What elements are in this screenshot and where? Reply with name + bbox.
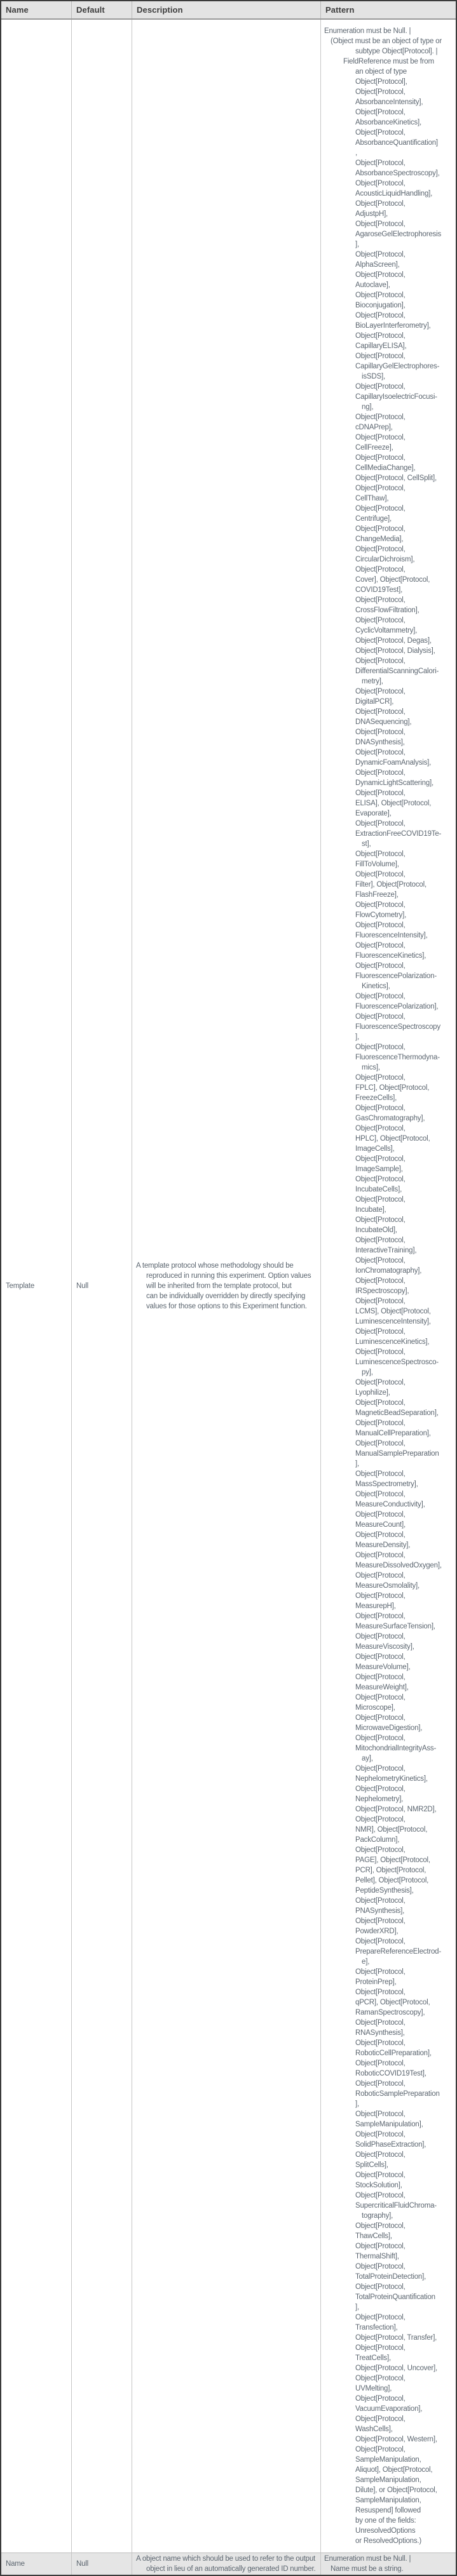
pattern-line: MeasureOsmolality], <box>355 1582 420 1590</box>
pattern-line: ManualSamplePreparation <box>355 1450 439 1458</box>
pattern-line: MicrowaveDigestion], <box>355 1724 423 1732</box>
pattern-line: Object[Protocol, <box>355 200 406 208</box>
pattern-line: FluorescenceIntensity], <box>355 932 428 939</box>
pattern-line: Object[Protocol, <box>355 1633 406 1640</box>
pattern-line: ], <box>355 1033 359 1041</box>
pattern-line: FluorescenceThermodyna- <box>355 1054 440 1061</box>
pattern-line: IncubateOld], <box>355 1226 397 1234</box>
pattern-line: ImageSample], <box>355 1165 403 1173</box>
pattern-line: Object[Protocol, <box>355 1104 406 1112</box>
pattern-line: Object[Protocol, <box>355 292 406 299</box>
pattern-line: CapillaryGelElectrophores- <box>355 363 440 370</box>
pattern-line: CapillaryIsoelectricFocusi- <box>355 393 437 401</box>
pattern-line: Object[Protocol, <box>355 485 406 492</box>
pattern-line: ManualCellPreparation], <box>355 1430 431 1437</box>
pattern-line: MeasurepH], <box>355 1602 396 1610</box>
pattern-line: Object[Protocol, <box>355 505 406 513</box>
pattern-line: IRSpectroscopy], <box>355 1287 409 1295</box>
pattern-line: Kinetics], <box>362 983 390 990</box>
pattern-line: DynamicLightScattering], <box>355 779 434 787</box>
pattern-line: Object[Protocol, <box>355 820 406 828</box>
pattern-line: PackColumn], <box>355 1836 400 1844</box>
pattern-line: Object[Protocol, Dialysis], <box>355 647 435 655</box>
pattern-line: st], <box>362 840 371 848</box>
pattern-line: cDNAPrep], <box>355 424 393 431</box>
pattern-line: Object[Protocol, <box>355 2344 406 2352</box>
pattern-line: ], <box>355 2304 359 2311</box>
option-name: Template <box>6 1282 35 1290</box>
pattern-line: FluorescenceSpectroscopy <box>355 1023 440 1031</box>
pattern-line: Object[Protocol, <box>355 1511 406 1519</box>
pattern-line: DNASynthesis], <box>355 739 405 746</box>
pattern-line: Object[Protocol, <box>355 1714 406 1722</box>
description-line: values for those options to this Experiment function. <box>146 1303 307 1310</box>
pattern-line: AcousticLiquidHandling], <box>355 190 433 198</box>
pattern-line: Object[Protocol, <box>355 1785 406 1793</box>
pattern-line: GasChromatography], <box>355 1115 425 1122</box>
pattern-line: ChangeMedia], <box>355 535 404 543</box>
pattern-line: CapillaryELISA], <box>355 342 407 350</box>
pattern-line: Object[Protocol, <box>355 525 406 533</box>
pattern-line: MeasureViscosity], <box>355 1643 414 1651</box>
pattern-line: COVID19Test], <box>355 586 403 594</box>
pattern-line: ImageCells], <box>355 1145 395 1153</box>
table-row-template <box>1 20 456 2553</box>
pattern-line: MeasureDensity], <box>355 1541 411 1549</box>
pattern-line: WashCells], <box>355 2425 393 2433</box>
pattern-line: mics], <box>362 1064 380 1071</box>
pattern-line: CellThaw], <box>355 495 389 502</box>
pattern-line: Nephelometry], <box>355 1795 404 1803</box>
pattern-line: (Object must be an object of type or <box>331 37 442 45</box>
pattern-line: LCMS], Object[Protocol, <box>355 1308 431 1315</box>
pattern-line: Cover], Object[Protocol, <box>355 576 430 584</box>
pattern-line: Name must be a string. <box>331 2565 404 2573</box>
pattern-line: Object[Protocol, <box>355 942 406 949</box>
pattern-line: Object[Protocol, <box>355 1298 406 1305</box>
pattern-line: PrepareReferenceElectrod- <box>355 1948 441 1955</box>
pattern-line: Object[Protocol, <box>355 1348 406 1356</box>
table-header-row <box>1 1 456 20</box>
pattern-line: MeasureDissolvedOxygen], <box>355 1562 442 1569</box>
pattern-line: DynamicFoamAnalysis], <box>355 759 432 767</box>
pattern-line: Resuspend] followed <box>355 2507 421 2514</box>
pattern-line: CircularDichroism], <box>355 556 415 563</box>
pattern-line: Object[Protocol, Western], <box>355 2436 437 2443</box>
pattern-line: LuminescenceSpectrosco- <box>355 1358 439 1366</box>
pattern-line: MagneticBeadSeparation], <box>355 1409 439 1417</box>
pattern-line: VacuumEvaporation], <box>355 2405 423 2413</box>
pattern-line: RamanSpectroscopy], <box>355 2009 425 2016</box>
pattern-line: e], <box>362 1958 370 1966</box>
pattern-line: InteractiveTraining], <box>355 1247 417 1254</box>
pattern-line: Object[Protocol, <box>355 1572 406 1580</box>
pattern-line: Object[Protocol, <box>355 993 406 1000</box>
pattern-line: Lyophilize], <box>355 1389 390 1397</box>
pattern-line: SampleManipulation], <box>355 2121 423 2128</box>
pattern-line: Evaporate], <box>355 810 392 817</box>
pattern-line: Object[Protocol, <box>355 1074 406 1082</box>
pattern-line: ELISA], Object[Protocol, <box>355 800 432 807</box>
pattern-line: an object of type <box>355 68 407 76</box>
pattern-line: AbsorbanceKinetics], <box>355 119 422 126</box>
pattern-line: FieldReference must be from <box>343 58 434 65</box>
pattern-line: Object[Protocol, <box>355 688 406 695</box>
pattern-line: Object[Protocol, <box>355 728 406 736</box>
description-line: object in lieu of an automatically generated ID number. <box>146 2565 316 2573</box>
pattern-line: Object[Protocol, <box>355 129 406 137</box>
pattern-line: Object[Protocol, <box>355 962 406 970</box>
pattern-line: Object[Protocol, <box>355 1237 406 1244</box>
pattern-line: Object[Protocol, <box>355 1176 406 1183</box>
pattern-line: Object[Protocol, <box>355 2192 406 2199</box>
pattern-line: Object[Protocol, <box>355 2039 406 2047</box>
pattern-line: Object[Protocol, <box>355 1470 406 1478</box>
pattern-line: Object[Protocol, <box>355 1328 406 1336</box>
pattern-line: MassSpectrometry], <box>355 1480 418 1488</box>
pattern-line: isSDS], <box>362 373 385 380</box>
pattern-line: SolidPhaseExtraction], <box>355 2141 426 2149</box>
pattern-line: Object[Protocol, <box>355 546 406 553</box>
option-default: Null <box>76 2560 89 2568</box>
pattern-cell <box>321 2553 456 2575</box>
pattern-line: Object[Protocol, <box>355 2314 406 2321</box>
pattern-line: ], <box>355 1460 359 1468</box>
pattern-line: Object[Protocol, <box>355 159 406 167</box>
pattern-line: Object[Protocol, <box>355 2446 406 2453</box>
pattern-line: Object[Protocol, <box>355 617 406 624</box>
pattern-line: Object[Protocol, <box>355 1277 406 1285</box>
pattern-line: StockSolution], <box>355 2182 402 2189</box>
pattern-line: Autoclave], <box>355 281 390 289</box>
pattern-line: MitochondrialIntegrityAss- <box>355 1745 437 1752</box>
pattern-line: Object[Protocol, <box>355 2222 406 2230</box>
description-line: will be inherited from the template protocol, but <box>146 1282 292 1290</box>
pattern-line: TotalProteinQuantification <box>355 2293 435 2301</box>
default-cell <box>72 2553 132 2575</box>
pattern-line: MeasureConductivity], <box>355 1501 425 1508</box>
pattern-line: Incubate], <box>355 1206 386 1214</box>
pattern-line: SampleManipulation, <box>355 2456 421 2464</box>
pattern-line: Object[Protocol, <box>355 220 406 228</box>
pattern-line: AbsorbanceQuantification] <box>355 139 438 147</box>
pattern-line: Object[Protocol, <box>355 1653 406 1661</box>
pattern-line: Object[Protocol, <box>355 1491 406 1498</box>
pattern-line: Object[Protocol, Transfer], <box>355 2334 437 2342</box>
pattern-line: MeasureSurfaceTension], <box>355 1623 435 1630</box>
pattern-line: Object[Protocol, <box>355 1765 406 1773</box>
pattern-line: Object[Protocol, <box>355 1125 406 1132</box>
pattern-line: Object[Protocol, <box>355 2283 406 2291</box>
pattern-line: IncubateCells], <box>355 1186 402 1193</box>
column-header-default: Default <box>72 1 132 18</box>
pattern-line: Object[Protocol, <box>355 383 406 391</box>
pattern-line: FillToVolume], <box>355 861 399 868</box>
pattern-line: Object[Protocol, <box>355 2019 406 2027</box>
pattern-line: ThawCells], <box>355 2232 392 2240</box>
pattern-line: Object[Protocol, <box>355 1440 406 1447</box>
table-row-name <box>1 2553 456 2575</box>
pattern-line: or ResolvedOptions.) <box>355 2537 422 2545</box>
pattern-line: FluorescencePolarization- <box>355 972 437 980</box>
pattern-line: MeasureCount], <box>355 1521 406 1529</box>
pattern-line: CellMediaChange], <box>355 464 416 472</box>
description-cell <box>132 20 321 2553</box>
pattern-line: Object[Protocol, <box>355 312 406 319</box>
pattern-line: Object[Protocol, <box>355 769 406 777</box>
pattern-line: Object[Protocol, <box>355 566 406 574</box>
pattern-line: AbsorbanceIntensity], <box>355 98 423 106</box>
pattern-line: FluorescenceKinetics], <box>355 952 426 960</box>
pattern-line: MeasureWeight], <box>355 1684 409 1691</box>
pattern-line: CrossFlowFiltration], <box>355 607 419 614</box>
pattern-line: BioLayerInterferometry], <box>355 322 431 330</box>
column-header-pattern: Pattern <box>325 5 355 15</box>
pattern-line: AlphaScreen], <box>355 261 400 269</box>
description-line: can be individually overridden by directly specifying <box>146 1292 306 1300</box>
pattern-line: PCR], Object[Protocol, <box>355 1867 426 1874</box>
pattern-line: Object[Protocol, <box>355 1846 406 1854</box>
pattern-line: Object[Protocol, <box>355 1917 406 1925</box>
pattern-line: Object[Protocol, <box>355 1734 406 1742</box>
pattern-line: Object[Protocol, <box>355 1419 406 1427</box>
pattern-line: Object[Protocol, <box>355 1816 406 1823</box>
description-cell <box>132 2553 321 2575</box>
pattern-line: Object[Protocol, <box>355 2243 406 2250</box>
pattern-line: Object[Protocol, <box>355 352 406 360</box>
pattern-line: metry], <box>362 678 383 685</box>
pattern-line: Object[Protocol, <box>355 2151 406 2159</box>
pattern-line: FreezeCells], <box>355 1094 397 1102</box>
pattern-line: Object[Protocol, <box>355 2080 406 2088</box>
name-cell <box>1 20 72 2553</box>
pattern-line: PNASynthesis], <box>355 1907 405 1915</box>
pattern-line: Object[Protocol, <box>355 1938 406 1945</box>
pattern-line: CellFreeze], <box>355 444 393 452</box>
pattern-line: subtype Object[Protocol]. | <box>355 48 438 55</box>
pattern-line: Object[Protocol, <box>355 1399 406 1407</box>
pattern-line: MeasureVolume], <box>355 1663 411 1671</box>
pattern-line: Object[Protocol, <box>355 1216 406 1224</box>
pattern-line: by one of the fields: <box>355 2517 416 2525</box>
description-line: reproduced in running this experiment. Option values <box>146 1272 311 1280</box>
pattern-line: DNASequencing], <box>355 718 412 726</box>
pattern-line: AgaroseGelElectrophoresis <box>355 231 441 238</box>
option-name: Name <box>6 2560 25 2568</box>
pattern-line: Object[Protocol, <box>355 708 406 716</box>
column-header-description: Description <box>132 1 321 18</box>
pattern-line: Object[Protocol, <box>355 251 406 258</box>
pattern-line: Object[Protocol, <box>355 2171 406 2179</box>
pattern-line: NMR], Object[Protocol, <box>355 1826 428 1834</box>
pattern-line: CyclicVoltammetry], <box>355 627 418 634</box>
pattern-line: Dilute], or Object[Protocol, <box>355 2486 437 2494</box>
pattern-line: Centrifuge], <box>355 515 392 523</box>
pattern-line: Object[Protocol, <box>355 2263 406 2271</box>
pattern-line: FlashFreeze], <box>355 891 399 899</box>
pattern-line: FPLC], Object[Protocol, <box>355 1084 430 1092</box>
default-cell <box>72 20 132 2553</box>
pattern-line: ay], <box>362 1755 373 1762</box>
pattern-line: Object[Protocol, <box>355 2375 406 2382</box>
pattern-line: Object[Protocol, Degas], <box>355 637 432 645</box>
pattern-line: Object[Protocol, <box>355 1968 406 1976</box>
pattern-line: IonChromatography], <box>355 1267 422 1275</box>
pattern-line: Object[Protocol, <box>355 2415 406 2423</box>
pattern-line: ProteinPrep], <box>355 1978 397 1986</box>
pattern-line: tography], <box>362 2212 393 2220</box>
pattern-line: PeptideSynthesis], <box>355 1887 414 1895</box>
pattern-line: Object[Protocol, <box>355 1592 406 1600</box>
pattern-line: Object[Protocol, <box>355 271 406 279</box>
pattern-line: ExtractionFreeCOVID19Te- <box>355 830 442 838</box>
pattern-line: Object[Protocol, <box>355 1379 406 1386</box>
pattern-line: SplitCells], <box>355 2161 388 2169</box>
pattern-line: Filter], Object[Protocol, <box>355 881 426 889</box>
pattern-line: Object[Protocol, <box>355 88 406 96</box>
pattern-line: Microscope], <box>355 1704 395 1712</box>
pattern-line: DifferentialScanningCalori- <box>355 667 439 675</box>
pattern-line: Bioconjugation], <box>355 302 406 309</box>
pattern-line: SampleManipulation, <box>355 2497 421 2504</box>
pattern-line: , <box>355 149 357 157</box>
pattern-line: ng], <box>362 403 374 411</box>
pattern-line: Object[Protocol, Uncover], <box>355 2365 438 2372</box>
pattern-line: DigitalPCR], <box>355 698 394 706</box>
pattern-line: FluorescencePolarization], <box>355 1003 439 1010</box>
pattern-line: ], <box>355 241 359 248</box>
pattern-line: Object[Protocol, <box>355 1043 406 1051</box>
pattern-line: Object[Protocol], <box>355 78 407 86</box>
pattern-line: ], <box>355 2100 359 2108</box>
pattern-line: RoboticCOVID19Test], <box>355 2070 426 2077</box>
pattern-line: ThermalShift], <box>355 2253 399 2260</box>
pattern-line: Enumeration must be Null. | <box>324 2555 411 2563</box>
pattern-line: Object[Protocol, <box>355 850 406 858</box>
pattern-line: Object[Protocol, <box>355 332 406 340</box>
pattern-line: Object[Protocol, <box>355 1257 406 1265</box>
description-line: A object name which should be used to refer to the output <box>136 2555 316 2563</box>
pattern-line: Object[Protocol, NMR2D], <box>355 1806 437 1813</box>
pattern-line: qPCR], Object[Protocol, <box>355 1999 430 2006</box>
pattern-line: SampleManipulation, <box>355 2476 421 2484</box>
pattern-line: Object[Protocol, <box>355 789 406 797</box>
option-default: Null <box>76 1282 89 1290</box>
pattern-line: Object[Protocol, <box>355 871 406 878</box>
pattern-line: py], <box>362 1369 373 1376</box>
pattern-line: LuminescenceKinetics], <box>355 1338 430 1346</box>
pattern-line: LuminescenceIntensity], <box>355 1318 431 1325</box>
pattern-line: Object[Protocol, <box>355 1531 406 1539</box>
pattern-line: Object[Protocol, <box>355 1196 406 1204</box>
pattern-line: Pellet], Object[Protocol, <box>355 1877 429 1884</box>
name-cell <box>1 2553 72 2575</box>
pattern-line: Object[Protocol, <box>355 109 406 116</box>
pattern-line: Transfection], <box>355 2324 398 2331</box>
pattern-line: Object[Protocol, <box>355 749 406 756</box>
pattern-line: Object[Protocol, <box>355 454 406 462</box>
pattern-line: Object[Protocol, <box>355 2060 406 2067</box>
pattern-line: Object[Protocol, <box>355 180 406 187</box>
pattern-line: SupercriticalFluidChroma- <box>355 2202 437 2210</box>
pattern-line: TreatCells], <box>355 2354 391 2362</box>
pattern-line: Object[Protocol, <box>355 901 406 909</box>
description-line: A template protocol whose methodology should be <box>136 1262 294 1270</box>
pattern-line: HPLC], Object[Protocol, <box>355 1135 430 1143</box>
pattern-line: Object[Protocol, <box>355 2131 406 2138</box>
pattern-line: NephelometryKinetics], <box>355 1775 428 1783</box>
pattern-line: Object[Protocol, <box>355 922 406 929</box>
pattern-line: UVMelting], <box>355 2385 392 2392</box>
pattern-line: UnresolvedOptions <box>355 2527 416 2535</box>
column-header-name: Name <box>1 1 72 18</box>
pattern-line: Object[Protocol, <box>355 596 406 604</box>
pattern-line: Enumeration must be Null. | <box>324 27 411 35</box>
pattern-line: AdjustpH], <box>355 210 388 218</box>
pattern-line: Object[Protocol, <box>355 1013 406 1021</box>
pattern-line: Object[Protocol, <box>355 2110 406 2118</box>
pattern-line: Object[Protocol, <box>355 1694 406 1701</box>
pattern-line: Object[Protocol, <box>355 1552 406 1559</box>
pattern-line: Object[Protocol, <box>355 2395 406 2403</box>
pattern-line: Object[Protocol, <box>355 1155 406 1163</box>
pattern-line: PAGE], Object[Protocol, <box>355 1856 430 1864</box>
pattern-line: AbsorbanceSpectroscopy], <box>355 170 440 177</box>
pattern-line: Object[Protocol, <box>355 657 406 665</box>
pattern-line: TotalProteinDetection], <box>355 2273 426 2281</box>
pattern-line: PowderXRD], <box>355 1928 399 1935</box>
pattern-line: RoboticCellPreparation], <box>355 2049 432 2057</box>
pattern-line: Object[Protocol, <box>355 1897 406 1905</box>
pattern-line: Object[Protocol, <box>355 413 406 421</box>
pattern-line: Aliquot], Object[Protocol, <box>355 2466 433 2474</box>
pattern-line: Object[Protocol, <box>355 1989 406 1996</box>
pattern-line: Object[Protocol, <box>355 1613 406 1620</box>
pattern-line: RoboticSamplePreparation <box>355 2090 440 2098</box>
pattern-line: Object[Protocol, <box>355 1674 406 1681</box>
pattern-line: Object[Protocol, CellSplit], <box>355 474 437 482</box>
pattern-cell <box>321 20 456 2553</box>
pattern-line: RNASynthesis], <box>355 2029 405 2037</box>
pattern-line: FlowCytometry], <box>355 911 407 919</box>
pattern-line: Object[Protocol, <box>355 434 406 441</box>
